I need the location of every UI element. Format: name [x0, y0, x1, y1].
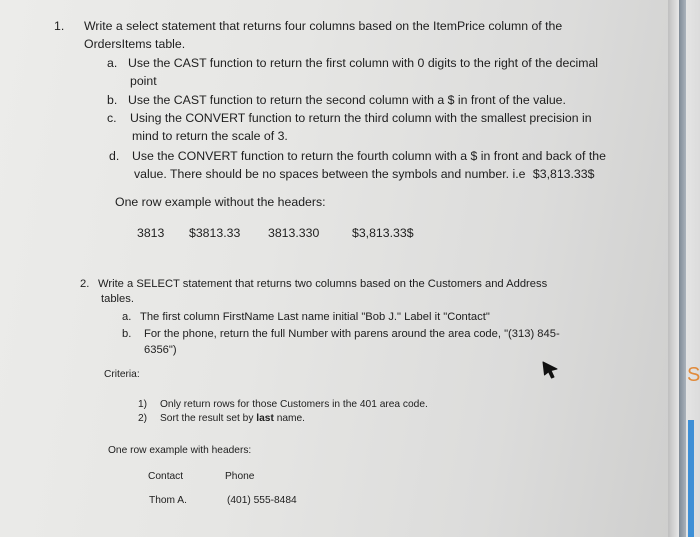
- criterion-2-bold: last: [256, 413, 274, 424]
- q2-line1: Write a SELECT statement that returns two columns based on the Customers and Address: [98, 278, 548, 290]
- q1-example-cell-1: 3813: [137, 226, 165, 240]
- mouse-pointer-icon: [541, 360, 559, 380]
- q2a-label: a.: [122, 311, 132, 323]
- q1d-line1: Use the CONVERT function to return the fourth column with a $ in front and back of the: [132, 149, 606, 163]
- criterion-1-number: 1): [138, 399, 148, 410]
- criterion-2-number: 2): [138, 413, 148, 424]
- q1c-line2: mind to return the scale of 3.: [132, 129, 288, 143]
- q1a-line2: point: [130, 74, 157, 88]
- q1-example-cell-3: 3813.330: [268, 226, 320, 240]
- q1c-line1: Using the CONVERT function to return the third column with the smallest precision in: [130, 111, 592, 125]
- q1-line1: Write a select statement that returns four columns based on the ItemPrice column of the: [84, 19, 563, 33]
- q2-header-contact: Contact: [148, 471, 184, 482]
- q2-example-title: One row example with headers:: [108, 445, 252, 456]
- q1-example-title: One row example without the headers:: [115, 195, 326, 209]
- q2-header-phone: Phone: [225, 471, 255, 482]
- q2b-label: b.: [122, 328, 132, 340]
- q2-line2: tables.: [101, 293, 134, 305]
- q2-row-contact: Thom A.: [149, 495, 187, 506]
- q1c-label: c.: [107, 111, 117, 125]
- criterion-2-text: [160, 412, 305, 426]
- q1b-line1: Use the CAST function to return the second column with a $ in front of the value.: [128, 93, 566, 107]
- scrollbar[interactable]: [679, 0, 686, 537]
- q1b-label: b.: [107, 93, 118, 107]
- criterion-2-post: name.: [276, 413, 306, 424]
- q2-number: 2.: [80, 278, 90, 290]
- edge-glyph: S: [687, 364, 700, 386]
- q1-example-cell-4: $3,813.33$: [352, 226, 414, 240]
- q2a-line1: The first column FirstName Last name initial "Bob J." Label it "Contact": [140, 311, 490, 323]
- blue-accent-bar: [688, 420, 694, 537]
- q2-row-phone: (401) 555-8484: [227, 495, 297, 506]
- q1-line2: OrdersItems table.: [84, 37, 186, 51]
- q2b-line1: For the phone, return the full Number with parens around the area code, "(313) 845-: [144, 328, 560, 340]
- q2b-line2: 6356"): [144, 344, 177, 356]
- q1d-line2: [134, 166, 594, 182]
- q1-number: 1.: [54, 19, 65, 33]
- criterion-1-text: Only return rows for those Customers in the 401 area code.: [160, 399, 428, 410]
- q1d-label: d.: [109, 149, 120, 163]
- q1d-example: $3,813.33$: [532, 167, 595, 181]
- criterion-2-pre: Sort the result set by: [160, 413, 254, 424]
- q1a-line1: Use the CAST function to return the first column with 0 digits to the right of the decimal: [128, 56, 599, 70]
- criteria-label: Criteria:: [104, 369, 140, 380]
- q1a-label: a.: [107, 56, 118, 70]
- q1d-line2-text: value. There should be no spaces between the symbols and number. i.e: [134, 167, 526, 181]
- q1-example-cell-2: $3813.33: [189, 226, 241, 240]
